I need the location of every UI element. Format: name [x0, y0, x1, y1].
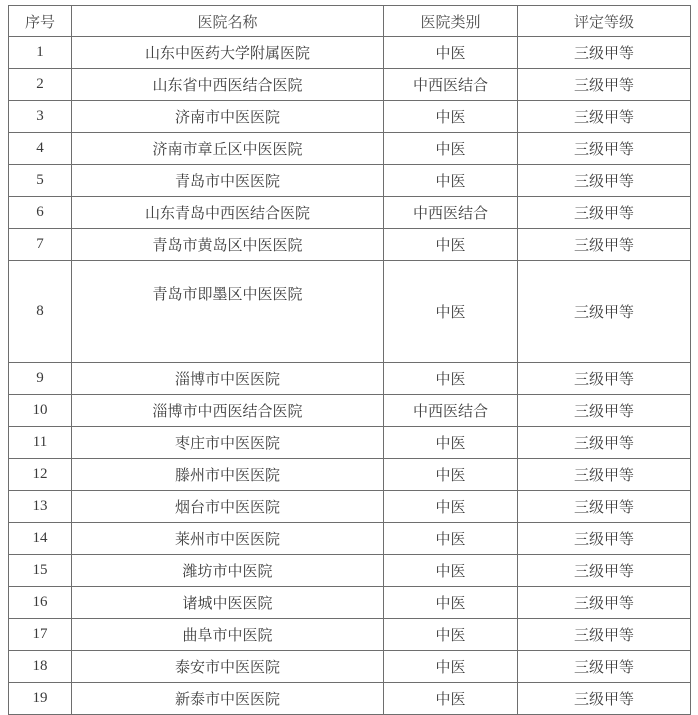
- table-row: [9, 587, 691, 619]
- cell-serial: 5: [9, 165, 72, 197]
- table-row: [9, 261, 691, 363]
- cell-rating-level: 三级甲等: [518, 523, 691, 555]
- cell-hospital-name: 山东青岛中西医结合医院: [72, 197, 384, 229]
- cell-serial: 19: [9, 683, 72, 715]
- cell-hospital-category: 中医: [384, 587, 518, 619]
- cell-serial: 2: [9, 69, 72, 101]
- table-row: [9, 555, 691, 587]
- cell-rating-level: 三级甲等: [518, 363, 691, 395]
- header-hospital-name: 医院名称: [72, 6, 384, 37]
- cell-hospital-name: 淄博市中西医结合医院: [72, 395, 384, 427]
- header-rating-level: 评定等级: [518, 6, 691, 37]
- cell-hospital-name: 青岛市中医医院: [72, 165, 384, 197]
- cell-hospital-category: 中医: [384, 229, 518, 261]
- cell-hospital-category: 中医: [384, 133, 518, 165]
- table-row: [9, 197, 691, 229]
- cell-serial: 14: [9, 523, 72, 555]
- cell-rating-level: 三级甲等: [518, 165, 691, 197]
- cell-hospital-name: 潍坊市中医院: [72, 555, 384, 587]
- table-header: [9, 6, 691, 37]
- table-row: [9, 363, 691, 395]
- cell-hospital-category: 中医: [384, 101, 518, 133]
- cell-hospital-category: 中医: [384, 683, 518, 715]
- table-row: [9, 523, 691, 555]
- cell-rating-level: 三级甲等: [518, 683, 691, 715]
- cell-hospital-name: 济南市章丘区中医医院: [72, 133, 384, 165]
- table-body: [9, 37, 691, 715]
- hospital-table: [8, 5, 691, 715]
- cell-serial: 18: [9, 651, 72, 683]
- cell-serial: 13: [9, 491, 72, 523]
- cell-hospital-category: 中西医结合: [384, 69, 518, 101]
- cell-hospital-category: 中西医结合: [384, 395, 518, 427]
- cell-hospital-name: 滕州市中医医院: [72, 459, 384, 491]
- cell-serial: 6: [9, 197, 72, 229]
- table-row: [9, 683, 691, 715]
- cell-rating-level: 三级甲等: [518, 37, 691, 69]
- cell-hospital-name: 曲阜市中医院: [72, 619, 384, 651]
- table-row: [9, 69, 691, 101]
- cell-serial: 11: [9, 427, 72, 459]
- hospital-table-container: [8, 5, 690, 715]
- table-row: [9, 459, 691, 491]
- table-row: [9, 427, 691, 459]
- table-row: [9, 491, 691, 523]
- cell-rating-level: 三级甲等: [518, 101, 691, 133]
- cell-hospital-name: 泰安市中医医院: [72, 651, 384, 683]
- cell-rating-level: 三级甲等: [518, 427, 691, 459]
- cell-serial: 7: [9, 229, 72, 261]
- cell-rating-level: 三级甲等: [518, 395, 691, 427]
- header-hospital-category: 医院类别: [384, 6, 518, 37]
- cell-serial: 12: [9, 459, 72, 491]
- cell-rating-level: 三级甲等: [518, 587, 691, 619]
- cell-hospital-category: 中医: [384, 363, 518, 395]
- table-row: [9, 133, 691, 165]
- cell-rating-level: 三级甲等: [518, 459, 691, 491]
- cell-serial: 3: [9, 101, 72, 133]
- table-row: [9, 395, 691, 427]
- cell-hospital-name: 诸城中医医院: [72, 587, 384, 619]
- cell-serial: 16: [9, 587, 72, 619]
- cell-serial: 4: [9, 133, 72, 165]
- cell-hospital-category: 中医: [384, 523, 518, 555]
- cell-rating-level: 三级甲等: [518, 651, 691, 683]
- table-row: [9, 165, 691, 197]
- cell-serial: 17: [9, 619, 72, 651]
- cell-serial: 1: [9, 37, 72, 69]
- cell-serial: 9: [9, 363, 72, 395]
- cell-hospital-category: 中医: [384, 459, 518, 491]
- cell-hospital-name: 莱州市中医医院: [72, 523, 384, 555]
- cell-hospital-name: 新泰市中医医院: [72, 683, 384, 715]
- cell-hospital-category: 中医: [384, 165, 518, 197]
- cell-rating-level: 三级甲等: [518, 69, 691, 101]
- cell-rating-level: 三级甲等: [518, 229, 691, 261]
- cell-hospital-category: 中医: [384, 491, 518, 523]
- header-row: [9, 6, 691, 37]
- table-row: [9, 651, 691, 683]
- cell-hospital-category: 中医: [384, 651, 518, 683]
- cell-rating-level: 三级甲等: [518, 491, 691, 523]
- cell-serial: 8: [9, 261, 72, 363]
- cell-hospital-category: 中医: [384, 555, 518, 587]
- cell-serial: 10: [9, 395, 72, 427]
- table-row: [9, 101, 691, 133]
- cell-hospital-category: 中医: [384, 37, 518, 69]
- cell-hospital-name: 山东中医药大学附属医院: [72, 37, 384, 69]
- cell-rating-level: 三级甲等: [518, 261, 691, 363]
- cell-rating-level: 三级甲等: [518, 133, 691, 165]
- cell-hospital-category: 中医: [384, 261, 518, 363]
- cell-hospital-category: 中医: [384, 619, 518, 651]
- cell-hospital-name: 青岛市黄岛区中医医院: [72, 229, 384, 261]
- table-row: [9, 229, 691, 261]
- cell-hospital-name: 青岛市即墨区中医医院: [72, 261, 384, 363]
- cell-hospital-name: 枣庄市中医医院: [72, 427, 384, 459]
- cell-rating-level: 三级甲等: [518, 555, 691, 587]
- header-serial: 序号: [9, 6, 72, 37]
- table-row: [9, 37, 691, 69]
- cell-rating-level: 三级甲等: [518, 197, 691, 229]
- cell-hospital-name: 淄博市中医医院: [72, 363, 384, 395]
- cell-hospital-name: 山东省中西医结合医院: [72, 69, 384, 101]
- cell-hospital-name: 济南市中医医院: [72, 101, 384, 133]
- cell-rating-level: 三级甲等: [518, 619, 691, 651]
- cell-serial: 15: [9, 555, 72, 587]
- cell-hospital-category: 中医: [384, 427, 518, 459]
- table-row: [9, 619, 691, 651]
- cell-hospital-category: 中西医结合: [384, 197, 518, 229]
- cell-hospital-name: 烟台市中医医院: [72, 491, 384, 523]
